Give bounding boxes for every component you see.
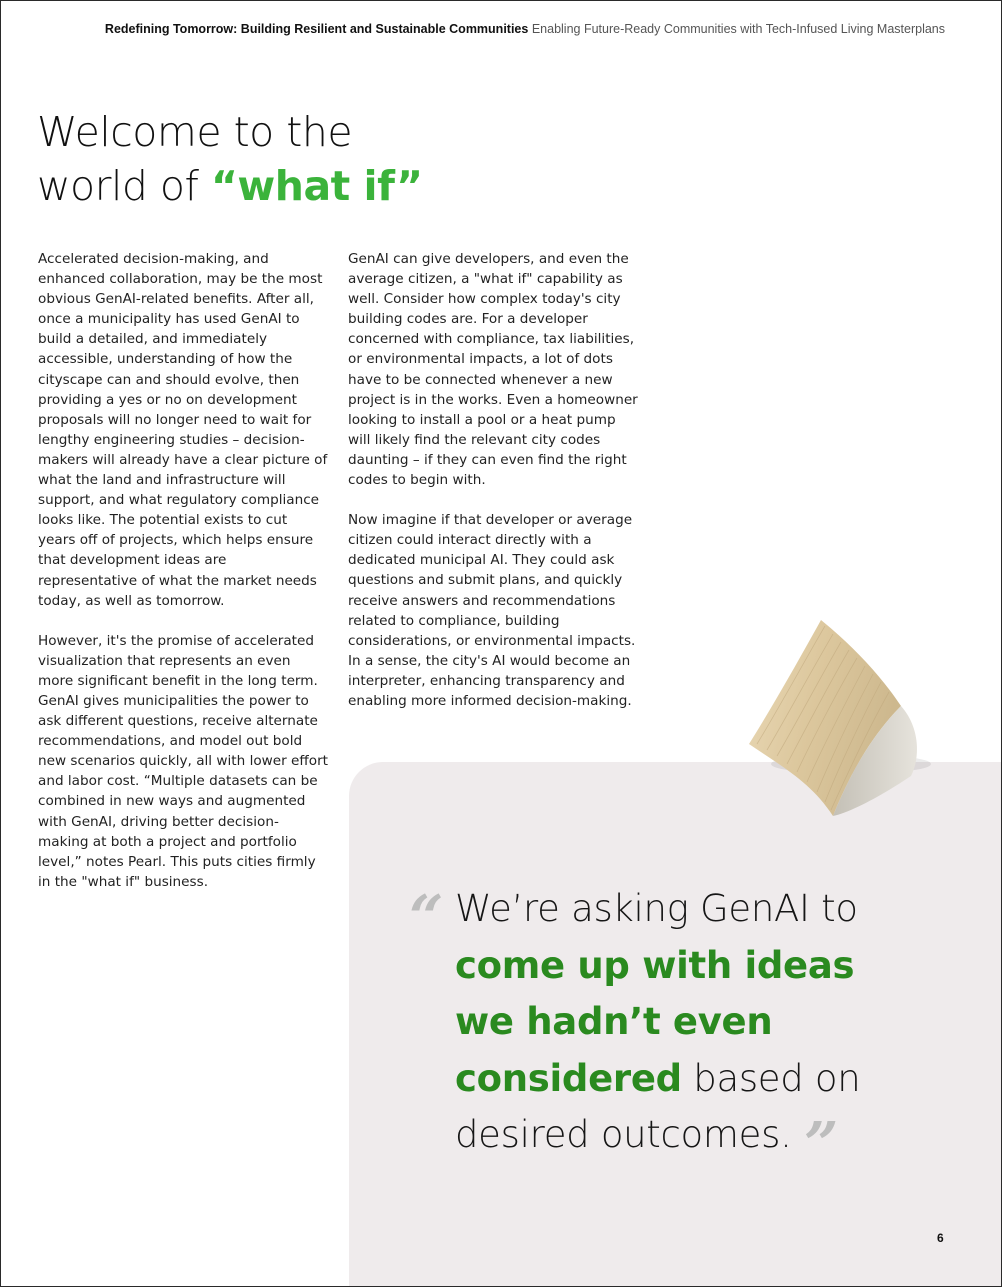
header-subtitle: Enabling Future-Ready Communities with Tech-Infused Living Masterplans xyxy=(531,22,945,36)
quote-part-1: We’re asking GenAI to xyxy=(455,887,858,930)
quote-part-2: based on desired outcomes. xyxy=(455,1056,861,1156)
title-line-2: world of xyxy=(37,162,211,210)
page-number: 6 xyxy=(937,1231,944,1245)
wood-block-image xyxy=(741,616,951,826)
left-paragraph-1: Accelerated decision-making, and enhanced collaboration, may be the most obvious GenAI-related benefits. After all, once a municipality has used GenAI to build a detailed, and immediately accessible, understanding of how the cityscape can and should evolve, then providing a yes or no on development proposals will no longer need to wait for lengthy engineering studies – decision-makers will already have a clear picture of what the land and infrastructure will support, and what regulatory compliance looks like. The potential exists to cut years off of projects, which helps ensure that development ideas are representative of what the market needs today, as well as tomorrow. xyxy=(38,251,328,609)
title-accent: “what if” xyxy=(210,162,423,210)
close-quote-mark: ” xyxy=(804,1110,839,1180)
left-column xyxy=(38,249,328,912)
running-header xyxy=(105,22,945,36)
header-title: Redefining Tomorrow: Building Resilient and Sustainable Communities xyxy=(104,22,529,36)
open-quote-mark: “ xyxy=(409,883,444,953)
right-paragraph-2: Now imagine if that developer or average citizen could interact directly with a dedicated municipal AI. They could ask questions and submit plans, and quickly receive answers and recommendations related to compliance, building considerations, or environmental impacts. In a sense, the city's AI would become an interpreter, enhancing transparency and enabling more informed decision-making. xyxy=(348,512,636,709)
title-line-1: Welcome to the xyxy=(37,108,353,156)
right-paragraph-1: GenAI can give developers, and even the average citizen, a "what if" capability as well. Consider how complex today's city building codes are. For a developer concerned with compliance, tax liabilities, or environmental impacts, a lot of dots have to be connected whenever a new project is in the works. Even a homeowner looking to install a pool or a heat pump will likely find the relevant city codes daunting – if they can even find the right codes to begin with. xyxy=(348,251,638,489)
page-title xyxy=(37,105,423,213)
left-paragraph-2: However, it's the promise of accelerated visualization that represents an even more significant benefit in the long term. GenAI gives municipalities the power to ask different questions, receive alternate recommendations, and model out bold new scenarios quickly, all with lower effort and labor cost. “Multiple datasets can be combined in new ways and augmented with GenAI, driving better decision-making at both a project and portfolio level,” notes Pearl. This puts cities firmly in the "what if" business. xyxy=(38,632,329,890)
pull-quote xyxy=(455,881,925,1164)
quote-highlight: come up with ideas we hadn’t even considered xyxy=(455,943,855,1100)
right-column xyxy=(348,249,638,731)
